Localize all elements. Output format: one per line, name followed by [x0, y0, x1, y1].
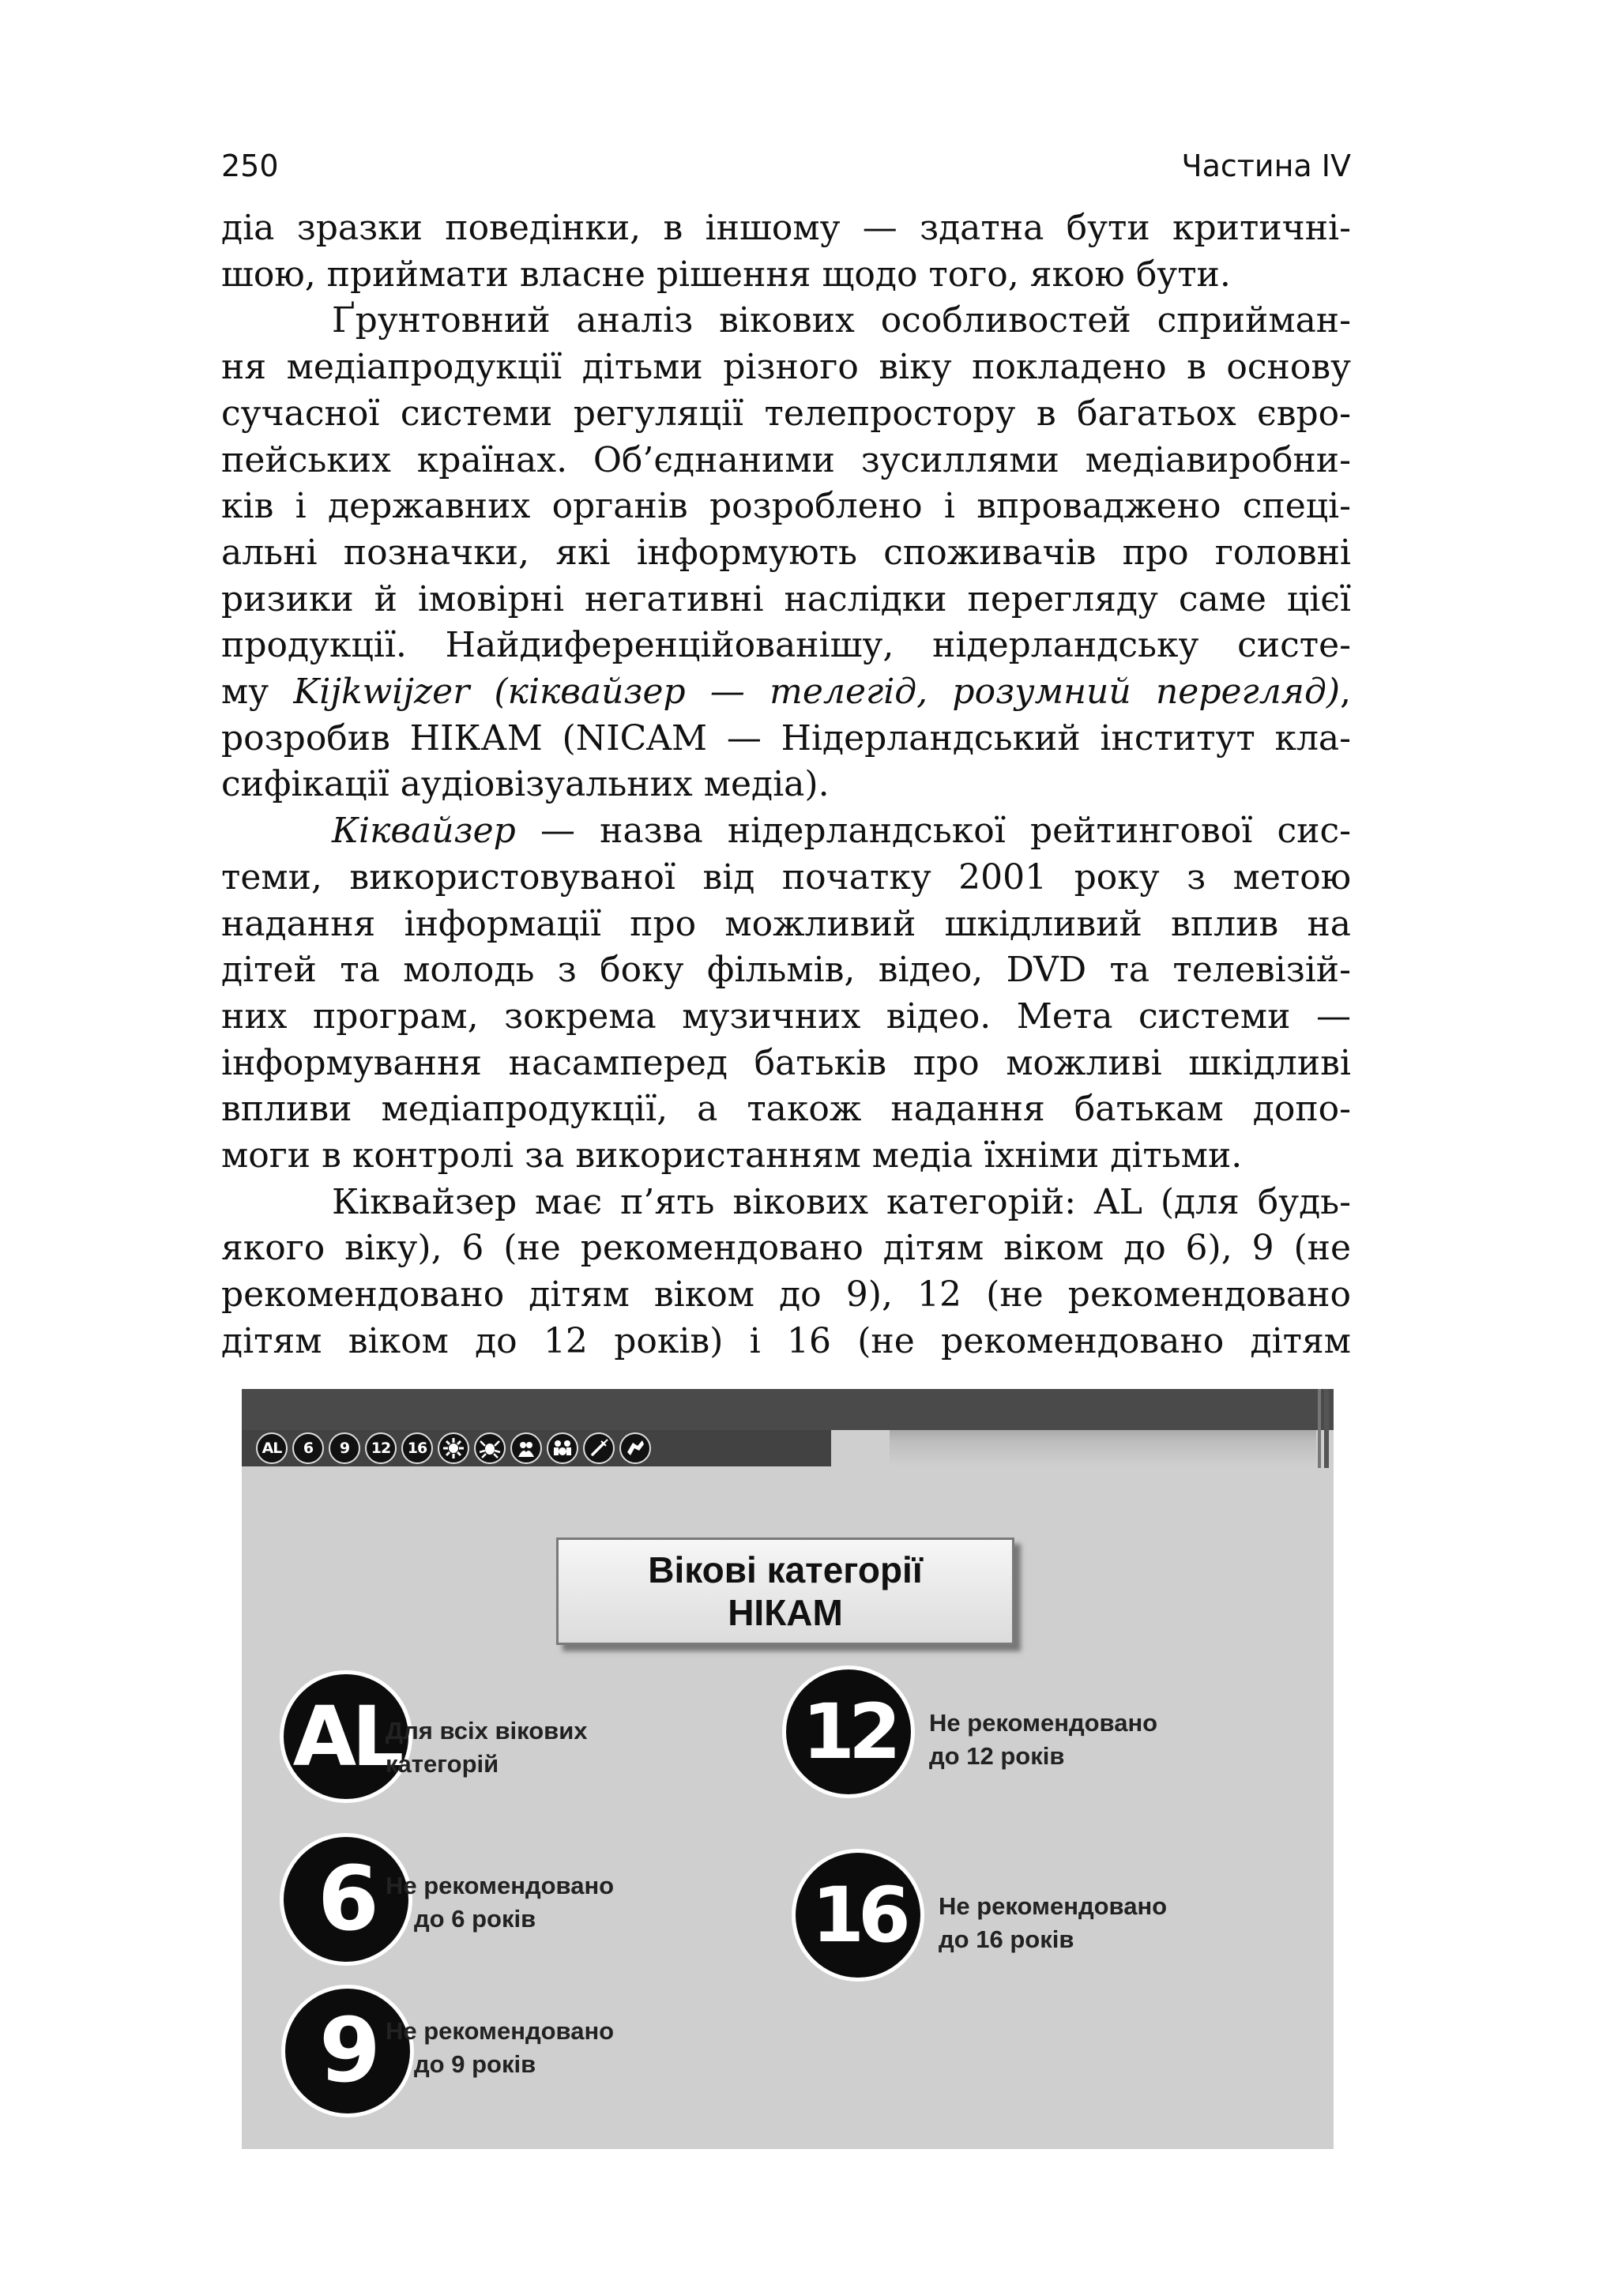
age-9-caption	[386, 2015, 614, 2081]
age-6-caption	[386, 1869, 614, 1936]
age-6-icon: 6	[292, 1432, 324, 1464]
text-line: сифікації аудіовізуальних медіа).	[221, 764, 830, 805]
age-16-badge: 16	[792, 1849, 924, 1982]
age-6-badge: 6	[280, 1833, 412, 1966]
al-rating-icon: AL	[256, 1432, 288, 1464]
text-line: рекомендовано дітям віком до 9), 12 (не рекомендовано	[221, 1274, 1351, 1315]
kijkwijzer-icon-bar	[242, 1430, 831, 1466]
sex-icon	[510, 1432, 542, 1464]
age-12-caption	[929, 1707, 1157, 1773]
caption-line: до 16 років	[939, 1925, 1074, 1953]
body-text	[221, 205, 1351, 1365]
text-line: них програм, зокрема музичних відео. Мета системи —	[221, 996, 1351, 1037]
age-16-icon: 16	[401, 1432, 433, 1464]
caption-line: Не рекомендовано	[386, 2017, 615, 2045]
age-12-badge: 12	[782, 1666, 915, 1798]
caption-line: категорій	[386, 1750, 499, 1778]
figure-gradient-stripe	[890, 1430, 1316, 1466]
caption-line: Не рекомендовано	[386, 1872, 615, 1899]
figure-edge-line	[1318, 1389, 1321, 1468]
figure-title-line: Вікові категорії	[648, 1549, 923, 1590]
text-line: дітей та молодь з боку фільмів, відео, DVD та телевізій-	[221, 950, 1351, 991]
al-rating-badge: AL	[280, 1670, 412, 1803]
drugs-icon	[583, 1432, 615, 1464]
caption-line: Не рекомендовано	[939, 1892, 1168, 1920]
page-number: 250	[221, 149, 279, 183]
text-line: сучасної системи регуляції телепростору в багатьох євро-	[221, 393, 1351, 434]
text-line: інформування насамперед батьків про можливі шкідливі	[221, 1042, 1351, 1083]
text-line-italic	[221, 669, 1351, 716]
discrimination-icon	[547, 1432, 578, 1464]
text-run: — назва нідерландської рейтингової сис-	[515, 811, 1351, 852]
caption-line: Для всіх вікових	[386, 1717, 588, 1745]
coarse-language-icon	[619, 1432, 651, 1464]
caption-line: Не рекомендовано	[929, 1709, 1158, 1737]
caption-line: до 12 років	[929, 1742, 1065, 1770]
text-line: якого віку), 6 (не рекомендовано дітям віком до 6), 9 (не	[221, 1228, 1351, 1269]
figure-title-line: НІКАМ	[728, 1592, 843, 1633]
text-line: Ґрунтовний аналіз вікових особливостей сприйман-	[332, 300, 1351, 341]
nicam-figure	[242, 1389, 1334, 2149]
text-line: теми, використовуваної від початку 2001 року з метою	[221, 856, 1351, 898]
text-line: ня медіапродукції дітьми різного віку покладено в основу	[221, 347, 1351, 388]
text-line: дітям віком до 12 років) і 16 (не рекомендовано дітям	[221, 1320, 1351, 1361]
age-12-icon: 12	[365, 1432, 397, 1464]
figure-title	[556, 1538, 1014, 1645]
text-run: му	[221, 672, 294, 713]
figure-edge-line	[1324, 1389, 1329, 1468]
text-line: ризики й імовірні негативні наслідки перегляду саме цієї	[221, 578, 1351, 619]
text-line: моги в контролі за використанням медіа їхніми дітьми.	[221, 1135, 1243, 1176]
violence-icon	[438, 1432, 469, 1464]
text-line: діа зразки поведінки, в іншому — здатна бути критичні-	[221, 208, 1351, 248]
text-line: альні позначки, які інформують споживачів про головні	[221, 532, 1351, 573]
figure-top-bar	[242, 1389, 1334, 1430]
text-line: пейських країнах. Об’єднаними зусиллями медіавиробни-	[221, 439, 1351, 480]
caption-line: до 9 років	[414, 2050, 536, 2078]
fear-icon	[474, 1432, 506, 1464]
text-run-italic: Кіквайзер	[332, 811, 516, 852]
text-line-italic	[221, 808, 1351, 855]
age-9-badge: 9	[281, 1985, 414, 2117]
text-line: впливи медіапродукції, а також надання батькам допо-	[221, 1089, 1351, 1130]
caption-line: до 6 років	[414, 1905, 536, 1933]
text-run: ,	[1340, 672, 1351, 713]
text-line: ків і державних органів розроблено і впроваджено спеці-	[221, 486, 1351, 527]
text-run-italic: Kijkwijzer (кіквайзер — телегід, розумний перегляд)	[293, 672, 1340, 713]
page-header	[221, 149, 1351, 196]
text-line: шою, приймати власне рішення щодо того, якою бути.	[221, 254, 1231, 295]
age-9-icon: 9	[329, 1432, 360, 1464]
age-16-caption	[939, 1890, 1167, 1956]
running-head-part: Частина IV	[1181, 149, 1351, 183]
text-line: розробив НІКАМ (NICAM — Нідерландський інститут кла-	[221, 717, 1351, 758]
text-line: продукції. Найдиференційованішу, нідерландську систе-	[221, 625, 1351, 666]
text-line: Кіквайзер має п’ять вікових категорій: AL (для будь-	[332, 1181, 1351, 1222]
text-line: надання інформації про можливий шкідливий вплив на	[221, 903, 1351, 944]
al-rating-caption	[386, 1714, 588, 1781]
